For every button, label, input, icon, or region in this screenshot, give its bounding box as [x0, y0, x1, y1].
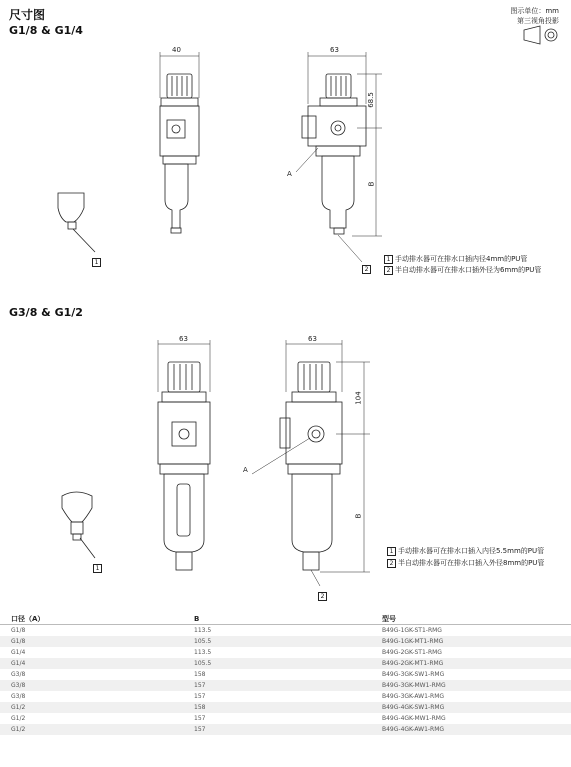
- s2-front-width-label: 63: [179, 335, 188, 343]
- callout-box: 1: [92, 258, 101, 267]
- projection-icon: [524, 26, 557, 44]
- note-text: 手动排水器可在排水口插入内径5.5mm的PU管: [398, 547, 545, 555]
- section1-drain-detail: [58, 193, 95, 252]
- section1-front-view: [160, 74, 199, 233]
- s2-b-label: B: [354, 513, 363, 519]
- unit-note-line1: 图示单位：mm: [510, 7, 559, 15]
- section1-heading: G1/8 & G1/4: [9, 24, 83, 37]
- table-row: [0, 713, 571, 724]
- cell-bore: G3/8: [11, 671, 26, 678]
- note-text: 手动排水器可在排水口插内径4mm的PU管: [395, 255, 528, 263]
- cell-bore: G3/8: [0, 680, 194, 691]
- note-text: 半自动排水器可在排水口插外径为6mm的PU管: [395, 266, 542, 274]
- cell-model: B49G-2GK-MT1-RMG: [382, 658, 571, 669]
- cell-b: 157: [194, 693, 206, 700]
- s2-callout-2: [318, 586, 329, 605]
- cell-bore: G1/2: [11, 715, 26, 722]
- cell-model: B49G-4GK-AW1-RMG: [382, 724, 571, 735]
- cell-b: 157: [194, 715, 206, 722]
- cell-bore: G1/2: [0, 702, 194, 713]
- cell-b: 113.5: [194, 627, 212, 634]
- unit-note-line2: 第三视角投影: [517, 17, 559, 25]
- table-row: [0, 669, 571, 680]
- s1-callout-2: [362, 259, 373, 278]
- table-row: [0, 702, 571, 713]
- model-table: [0, 613, 571, 735]
- cell-b: 105.5: [194, 636, 382, 647]
- note-num: 2: [384, 266, 393, 275]
- section2-side-dims: [252, 340, 370, 586]
- note-num: 1: [384, 255, 393, 264]
- section1-side-dims: [296, 52, 382, 262]
- cell-b: 157: [194, 680, 382, 691]
- callout-box: 1: [93, 564, 102, 573]
- s1-side-width-label: 63: [330, 46, 339, 54]
- section2-drain-detail: [62, 492, 95, 558]
- cell-model: B49G-4GK-MW1-RMG: [382, 715, 446, 722]
- s1-b-label: B: [367, 181, 376, 187]
- cell-bore: G1/2: [0, 724, 194, 735]
- cell-model: B49G-1GK-MT1-RMG: [382, 636, 571, 647]
- section2-front-view: [158, 362, 210, 570]
- table-header-row: [0, 613, 571, 625]
- cell-bore: G1/4: [0, 658, 194, 669]
- callout-box: 2: [318, 592, 327, 601]
- cell-bore: G3/8: [11, 693, 26, 700]
- note-text: 半自动排水器可在排水口插入外径8mm的PU管: [398, 559, 545, 567]
- cell-model: B49G-2GK-ST1-RMG: [382, 649, 442, 656]
- s2-note-1: [387, 546, 544, 556]
- s1-front-width-label: 40: [172, 46, 181, 54]
- cell-model: B49G-3GK-MW1-RMG: [382, 680, 571, 691]
- cell-bore: G1/4: [11, 649, 26, 656]
- s1-height-label: 68.5: [366, 92, 375, 108]
- s2-note-2: [387, 558, 544, 568]
- s2-callout-1: [93, 558, 104, 577]
- s2-side-width-label: 63: [308, 335, 317, 343]
- cell-b: 158: [194, 671, 206, 678]
- table-row: [0, 691, 571, 702]
- s2-height-label: 104: [354, 391, 363, 405]
- col-b: B: [194, 613, 382, 625]
- cell-model: B49G-3GK-SW1-RMG: [382, 671, 445, 678]
- cell-b: 157: [194, 724, 382, 735]
- section1-front-dim: [160, 52, 199, 98]
- cell-model: B49G-1GK-ST1-RMG: [382, 627, 442, 634]
- table-row: [0, 647, 571, 658]
- callout-box: 2: [362, 265, 371, 274]
- table-row: [0, 680, 571, 691]
- cell-bore: G1/8: [0, 636, 194, 647]
- cell-b: 105.5: [194, 658, 382, 669]
- s1-a-label: A: [287, 170, 292, 178]
- s2-a-label: A: [243, 466, 248, 474]
- section2-heading: G3/8 & G1/2: [9, 306, 83, 319]
- section2-front-dim: [158, 340, 210, 392]
- note-num: 2: [387, 559, 396, 568]
- section1-side-view: [302, 74, 366, 234]
- section2-side-view: [280, 362, 342, 570]
- cell-model: B49G-4GK-SW1-RMG: [382, 702, 571, 713]
- s1-note-1: [384, 254, 527, 264]
- col-model: 型号: [382, 613, 571, 625]
- note-num: 1: [387, 547, 396, 556]
- col-bore: 口径（A）: [0, 613, 194, 625]
- table-row: [0, 636, 571, 647]
- table-row: [0, 724, 571, 735]
- table-row: [0, 625, 571, 637]
- cell-b: 113.5: [194, 649, 212, 656]
- table-row: [0, 658, 571, 669]
- page-title: 尺寸图: [9, 8, 46, 22]
- s1-note-2: [384, 265, 541, 275]
- cell-model: B49G-3GK-AW1-RMG: [382, 693, 445, 700]
- s1-callout-1: [92, 252, 103, 271]
- cell-bore: G1/8: [11, 627, 26, 634]
- cell-b: 158: [194, 702, 382, 713]
